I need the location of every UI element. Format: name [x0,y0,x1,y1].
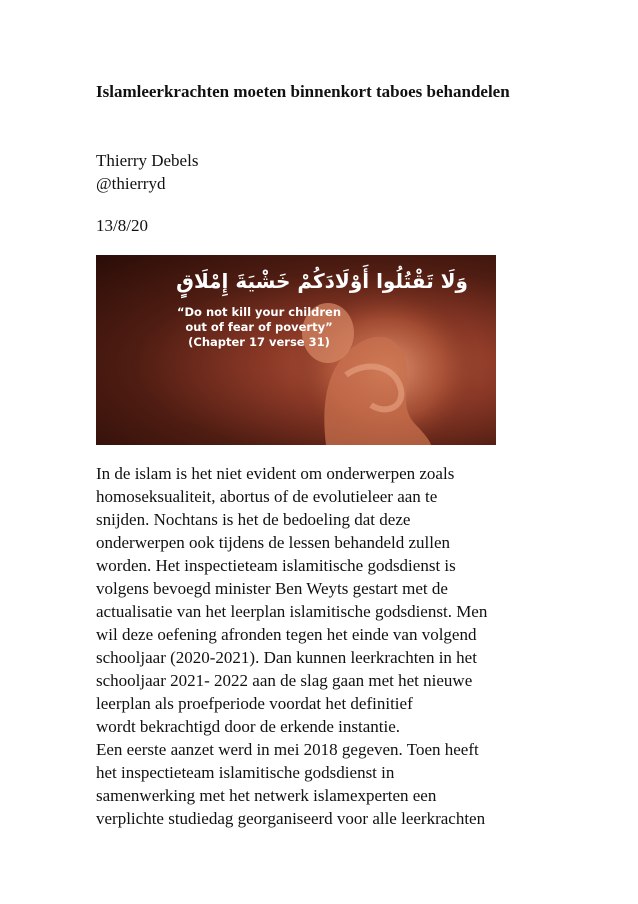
body-line: wil deze oefening afronden tegen het einde van volgend [96,625,477,644]
body-line: volgens bevoegd minister Ben Weyts gestart met de [96,579,448,598]
quote-line: (Chapter 17 verse 31) [188,335,330,349]
body-line: wordt bekrachtigd door de erkende instantie. [96,717,401,736]
article-title: Islamleerkrachten moeten binnenkort taboes behandelen [96,82,510,101]
body-line: worden. Het inspectieteam islamitische godsdienst is [96,556,456,575]
body-line: samenwerking met het netwerk islamexperten een [96,786,437,805]
body-line: actualisatie van het leerplan islamitische godsdienst. Men [96,602,488,621]
body-line: snijden. Nochtans is het de bedoeling dat deze [96,510,411,529]
author-handle: @thierryd [96,174,166,193]
body-line: schooljaar (2020-2021). Dan kunnen leerkrachten in het [96,648,477,667]
article-body [96,462,566,830]
body-line: verplichte studiedag georganiseerd voor alle leerkrachten [96,809,486,828]
image-quote [124,305,394,350]
quote-line: out of fear of poverty” [185,320,333,334]
body-line: leerplan als proefperiode voordat het definitief [96,694,413,713]
author-block [96,149,198,195]
article-image [96,255,496,445]
publication-date: 13/8/20 [96,216,148,235]
quote-line: “Do not kill your children [176,305,342,319]
author-name: Thierry Debels [96,151,199,170]
body-line: onderwerpen ook tijdens de lessen behandeld zullen [96,533,451,552]
body-line: homoseksualiteit, abortus of de evolutieleer aan te [96,487,438,506]
body-line: In de islam is het niet evident om onderwerpen zoals [96,464,455,483]
body-line: het inspectieteam islamitische godsdienst in [96,763,395,782]
body-line: Een eerste aanzet werd in mei 2018 gegeven. Toen heeft [96,740,479,759]
arabic-verse-text: وَلَا تَقْتُلُوا أَوْلَادَكُمْ خَشْيَةَ إِمْلَاقٍ [176,269,468,293]
body-line: schooljaar 2021- 2022 aan de slag gaan met het nieuwe [96,671,473,690]
